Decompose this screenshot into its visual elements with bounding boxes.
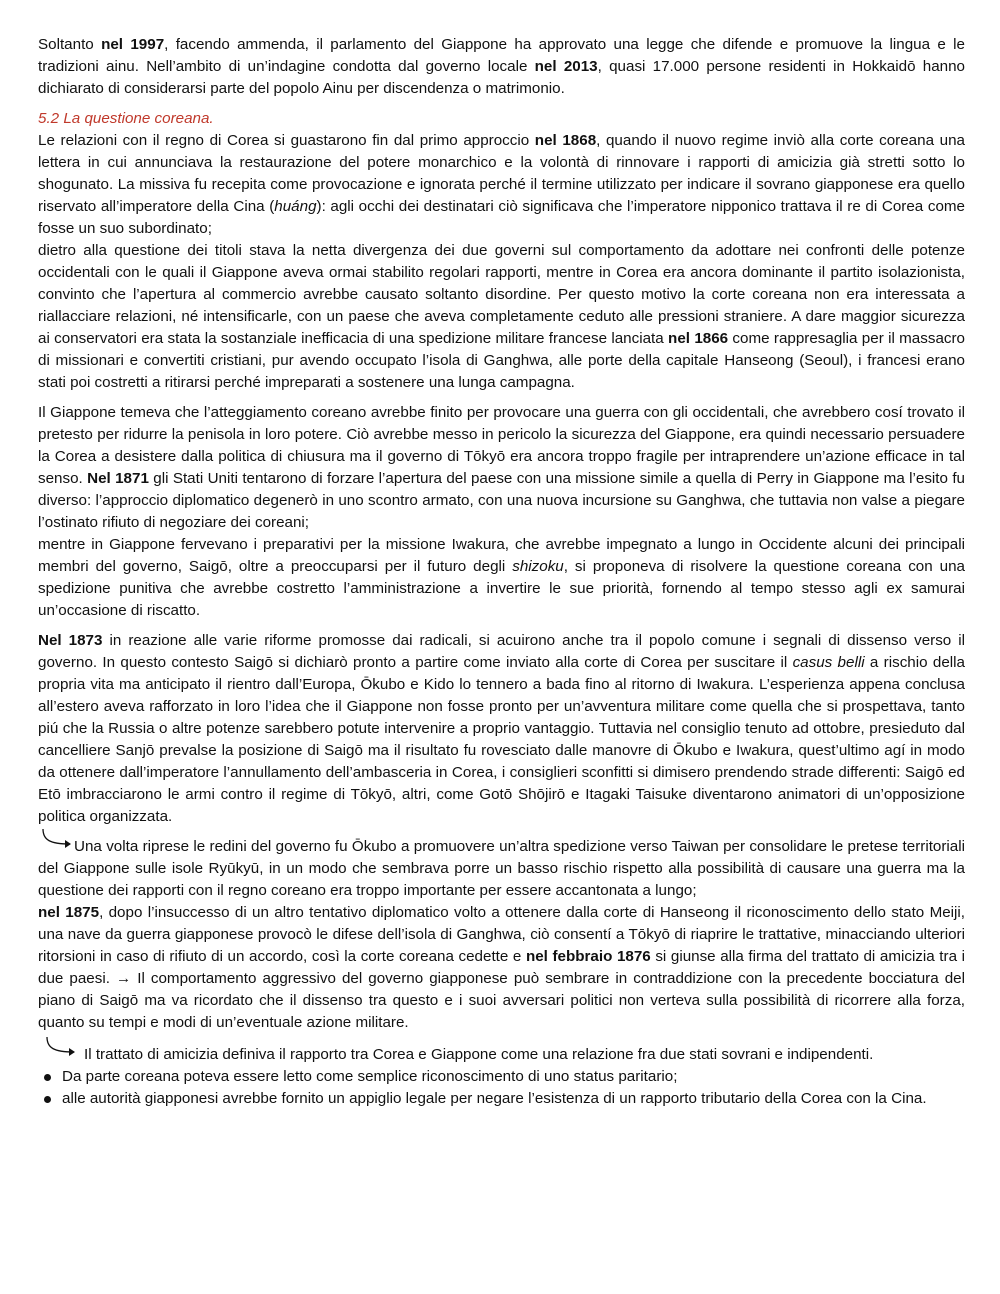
- bullet-list: [38, 1066, 965, 1110]
- paragraph-divergence: [38, 240, 965, 394]
- text: Il Giappone temeva che l’atteggiamento coreano avrebbe finito per provocare una guerra con gli occidentali, che avrebbero cosí trovato il pretesto per ridurre la penisola in loro potere. Ciò avrebbe messo in pericolo la sicurezza del Giappone, era quindi necessario persuadere la Corea a desistere dalla politica di chiusura ma il governo di Tōkyō era ancora troppo fragile per intraprendere un’azione efficace in tal senso.: [38, 404, 965, 487]
- document-page: [38, 34, 965, 1110]
- text: Il comportamento aggressivo del governo giapponese può sembrare in contraddizione con la precedente bocciatura del piano di Saigō ma va ricordato che il dissenso tra questo e i suoi avversari politici non verteva sulla possibilità di ricorrere alla forza, quanto su tempi e modi di un’eventuale azione militare.: [38, 970, 965, 1031]
- text: , dopo l’insuccesso di un altro tentativo diplomatico volto a ottenere dalla corte di Hanseong il riconoscimento dello stato Meiji, una nave da guerra giapponese provocò le difese dell’isola di Ganghwa, ciò consentí a Tōkyō di riaprire le trattative, minacciando ulteriori ritorsioni in caso di rifiuto di un accordo, così la corte coreana cedette e: [38, 904, 966, 965]
- text: si giunse alla firma del trattato di amicizia tra i due paesi.: [38, 948, 965, 987]
- text: Il trattato di amicizia definiva il rapporto tra Corea e Giappone come una relazione fra due stati sovrani e indipendenti.: [84, 1046, 874, 1063]
- right-arrow-icon: →: [115, 970, 132, 987]
- text: in reazione alle varie riforme promosse dai radicali, si acuirono anche tra il popolo comune i segnali di dissenso verso il governo. In questo contesto Saigō si dichiarò pronto a partire come inviato alla corte di Corea per suscitare il: [38, 632, 966, 671]
- text: alle autorità giapponesi avrebbe fornito un appiglio legale per negare l’esistenza di un rapporto tributario della Corea con la Cina.: [62, 1090, 927, 1107]
- curved-arrow-icon: [40, 828, 74, 850]
- text: come rappresaglia per il massacro di missionari e convertiti cristiani, pur avendo occupato l’isola di Ganghwa, alle porte della capitale Hanseong (Seoul), i francesi erano stati poi costretti a ritirarsi perché impreparati a sostenere una lunga campagna.: [38, 330, 965, 391]
- paragraph-1873: [38, 630, 965, 828]
- list-item: [38, 1066, 965, 1088]
- text: , quando il nuovo regime inviò alla corte coreana una lettera in cui annunciava la restaurazione del potere monarchico e la volontà di rinnovare i rapporti di amicizia già stretti sotto lo shogunato. La missiva fu recepita come provocazione e ignorata perché il termine utilizzato per indicare il sovrano giapponese era quello riservato all’imperatore della Cina (: [38, 132, 965, 215]
- section-heading: 5.2 La questione coreana.: [38, 110, 214, 127]
- curved-arrow-icon: [44, 1036, 78, 1058]
- paragraph-ainu: [38, 34, 965, 100]
- date-bold: Nel 1873: [38, 632, 103, 649]
- date-bold: nel febbraio 1876: [525, 948, 651, 965]
- paragraph-iwakura: [38, 534, 965, 622]
- text: Da parte coreana poteva essere letto come semplice riconoscimento di uno status paritario;: [62, 1068, 678, 1085]
- paragraph-1875: [38, 902, 965, 1034]
- paragraph-japan-fear: [38, 402, 965, 534]
- date-bold: nel 1866: [668, 330, 729, 347]
- bullet-icon: [44, 1074, 51, 1081]
- text: dietro alla questione dei titoli stava la netta divergenza dei due governi sul comportamento da adottare nei confronti delle potenze occidentali con le quali il Giappone aveva ormai stabilito regolari rapporti, mentre in Corea era ancora dominante il partito isolazionista, convinto che l’apertura al commercio avrebbe causato soltanto disordine. Per questo motivo la corte coreana non era interessata a riallacciare relazioni, né intensificarle, con un paese che aveva completamente ceduto alle pressioni straniere. A dare maggior sicurezza ai conservatori era stata la sostanziale inefficacia di una spedizione militare francese lanciata: [38, 242, 965, 347]
- list-item: [38, 1088, 965, 1110]
- paragraph-treaty: [38, 1044, 965, 1066]
- text: , si proponeva di risolvere la questione coreana con una spedizione punitiva che avrebbe costretto l’amministrazione a invertire le sue priorità, fornendo al tempo stesso agli ex samurai un’occasione di riscatto.: [38, 558, 965, 619]
- date-bold: Nel 1871: [87, 470, 149, 487]
- text: gli Stati Uniti tentarono di forzare l’apertura del paese con una missione simile a quella di Perry in Giappone ma l’esito fu diverso: l’approccio diplomatico degenerò in uno scontro armato, con una nuova incursione su Ganghwa, che tuttavia non valse a piegare l’ostinato rifiuto di negoziare dei coreani;: [38, 470, 966, 531]
- text: Le relazioni con il regno di Corea si guastarono fin dal primo approccio: [38, 132, 535, 149]
- italic-term: huáng: [274, 198, 317, 215]
- text: , quasi 17.000 persone residenti in Hokkaidō hanno dichiarato di considerarsi parte del popolo Ainu per discendenza o matrimonio.: [38, 58, 965, 97]
- italic-term: shizoku: [512, 558, 564, 575]
- date-bold: nel 1997: [101, 36, 165, 53]
- paragraph-taiwan: [38, 836, 965, 902]
- date-bold: nel 2013: [534, 58, 598, 75]
- text: a rischio della propria vita ma anticipato il rientro dall’Europa, Ōkubo e Kido lo tennero a bada fino al ritorno di Iwakura. L’esperienza appena conclusa all’estero aveva rafforzato in loro l’idea che il Giappone non fosse pronto per un’avventura militare come quella che si prospettava, tanto piú che la Russia o altre potenze sarebbero potute intervenire a proprio vantaggio. Tuttavia nel consiglio tenuto ad ottobre, presieduto dal cancelliere Sanjō prevalse la posizione di Saigō ma il risultato fu rovesciato dalle manovre di Ōkubo e Iwakura, quest’ultimo agí in modo da ottenere dall’imperatore l’annullamento dell’ambasceria in Corea, i consiglieri sconfitti si dimisero prendendo strade differenti: Saigō ed Etō imbracciarono le armi contro il regime di Tōkyō, altri, come Gotō Shōjirō e Itagaki Taisuke diventarono animatori di un’opposizione politica organizzata.: [38, 654, 965, 825]
- italic-term: casus belli: [792, 654, 865, 671]
- date-bold: nel 1868: [534, 132, 597, 149]
- date-bold: nel 1875: [38, 904, 100, 921]
- paragraph-relations-1868: [38, 130, 965, 240]
- text: ): agli occhi dei destinatari ciò significava che l’imperatore nipponico trattava il re di Corea come fosse un suo subordinato;: [38, 198, 965, 237]
- text: Una volta riprese le redini del governo fu Ōkubo a promuovere un’altra spedizione verso Taiwan per consolidare le pretese territoriali del Giappone sulle isole Ryūkyū, in un modo che sembrava porre un basso rischio rispetto alla possibilità di causare una guerra ma la questione dei rapporti con il regno coreano era troppo importante per essere accantonata a lungo;: [38, 838, 965, 899]
- text: , facendo ammenda, il parlamento del Giappone ha approvato una legge che difende e promuove la lingua e le tradizioni ainu. Nell’ambito di un’indagine condotta dal governo locale: [38, 36, 966, 75]
- bullet-icon: [44, 1096, 51, 1103]
- text: Soltanto: [38, 36, 102, 53]
- text: mentre in Giappone fervevano i preparativi per la missione Iwakura, che avrebbe impegnato a lungo in Occidente alcuni dei principali membri del governo, Saigō, oltre a preoccuparsi per il futuro degli: [38, 536, 965, 575]
